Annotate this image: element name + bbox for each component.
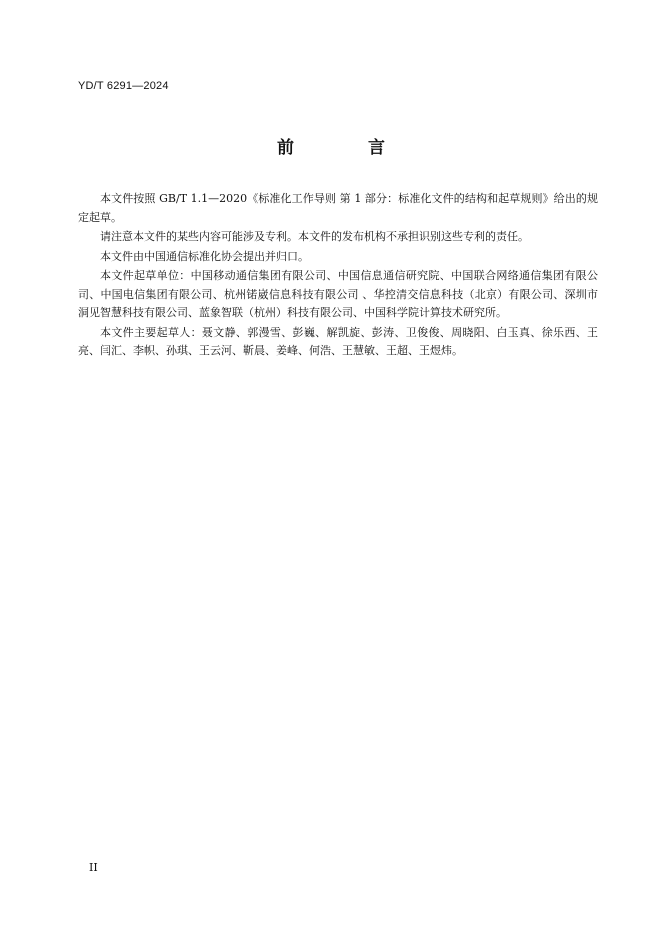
paragraph-patent-notice: 请注意本文件的某些内容可能涉及专利。本文件的发布机构不承担识别这些专利的责任。: [100, 230, 529, 243]
section-title: 前 言: [277, 138, 419, 158]
page-number: II: [89, 861, 98, 874]
foreword-body: [78, 190, 598, 362]
paragraph-proposer: 本文件由中国通信标准化协会提出并归口。: [100, 249, 309, 263]
paragraph-drafting-basis: 本文件按照 GB/T 1.1—2020《标准化工作导则 第 1 部分：标准化文件的结构和起草规则》给出的规定起草。: [78, 192, 598, 224]
paragraph-drafting-units: 本文件起草单位：中国移动通信集团有限公司、中国信息通信研究院、中国联合网络通信集团有限公司、中国电信集团有限公司、杭州锘崴信息科技有限公司 、华控清交信息科技（北京）有限公司、深圳市洞见智慧科技有限公司、蓝象智联（杭州）科技有限公司、中国科学院计算技术研究所。: [78, 269, 598, 319]
paragraph-main-drafters: 本文件主要起草人：聂文静、郭漫雪、彭巍、解凯旋、彭涛、卫俊俊、周晓阳、白玉真、徐乐西、王亮、闫汇、李帜、孙琪、王云河、靳晨、姜峰、何浩、王慧敏、王超、王煜炜。: [78, 325, 598, 357]
document-code: YD/T 6291—2024: [78, 80, 169, 92]
